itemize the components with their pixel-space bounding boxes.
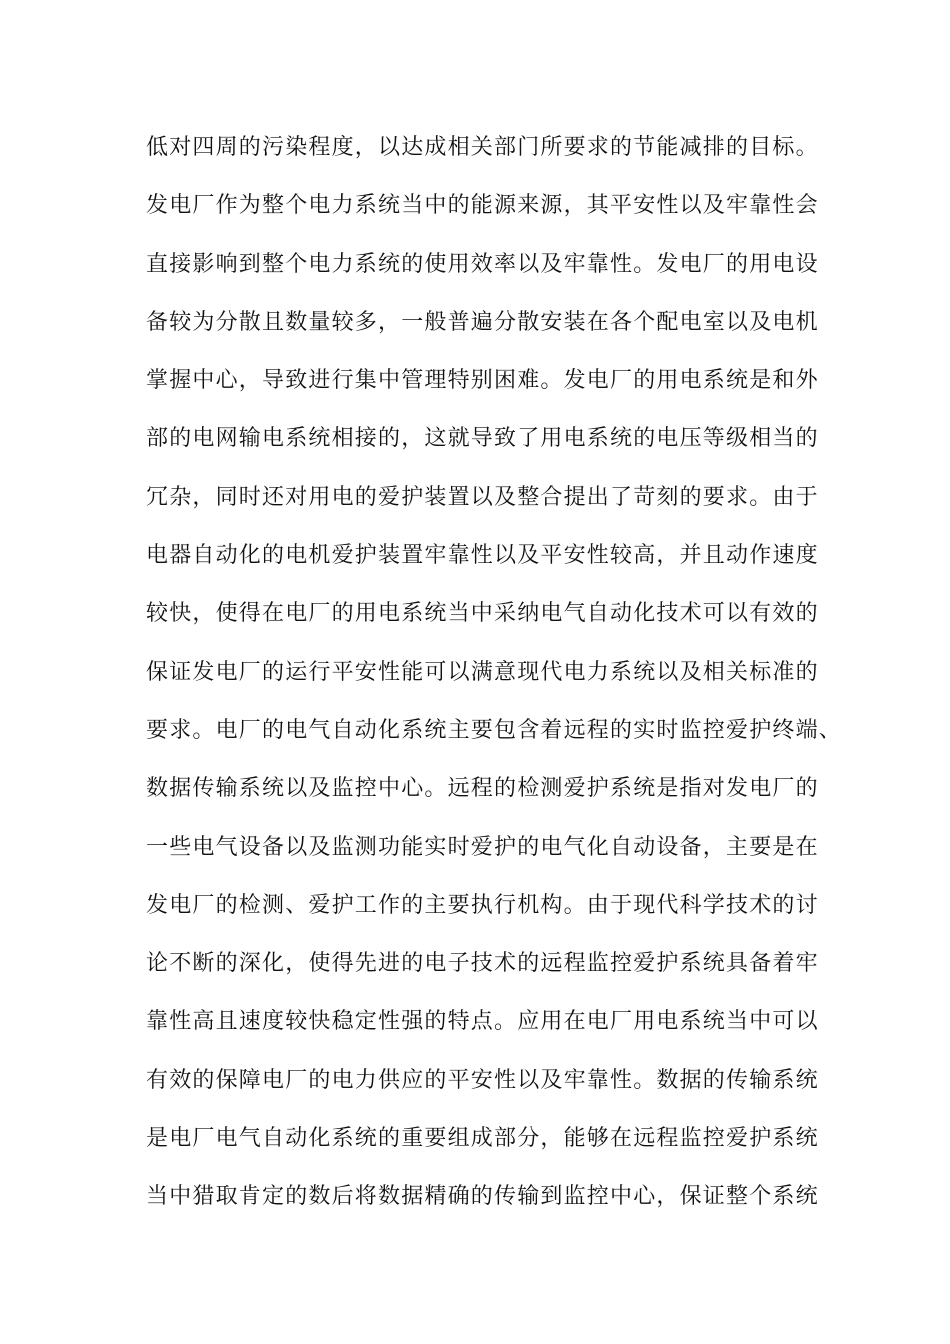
text-line: 冗杂，同时还对用电的爱护装置以及整合提出了苛刻的要求。由于 [146, 484, 819, 510]
text-line: 部的电网输电系统相接的，这就导致了用电系统的电压等级相当的 [146, 426, 819, 452]
text-line: 发电厂的检测、爱护工作的主要执行机构。由于现代科学技术的讨 [146, 892, 819, 918]
text-line: 是电厂电气自动化系统的重要组成部分，能够在远程监控爱护系统 [146, 1126, 819, 1152]
text-line: 保证发电厂的运行平安性能可以满意现代电力系统以及相关标准的 [146, 659, 819, 685]
text-line: 论不断的深化，使得先进的电子技术的远程监控爱护系统具备着牢 [146, 951, 819, 977]
text-line: 备较为分散且数量较多，一般普遍分散安装在各个配电室以及电机 [146, 309, 819, 335]
text-line: 数据传输系统以及监控中心。远程的检测爱护系统是指对发电厂的 [146, 776, 819, 802]
text-line: 电器自动化的电机爱护装置牢靠性以及平安性较高，并且动作速度 [146, 543, 819, 569]
text-line: 掌握中心，导致进行集中管理特别困难。发电厂的用电系统是和外 [146, 368, 819, 394]
text-line: 发电厂作为整个电力系统当中的能源来源，其平安性以及牢靠性会 [146, 193, 819, 219]
text-line: 要求。电厂的电气自动化系统主要包含着远程的实时监控爱护终端、 [146, 717, 843, 743]
text-line: 较快，使得在电厂的用电系统当中采纳电气自动化技术可以有效的 [146, 601, 819, 627]
text-line: 当中猎取肯定的数后将数据精确的传输到监控中心，保证整个系统 [146, 1184, 819, 1210]
text-line: 直接影响到整个电力系统的使用效率以及牢靠性。发电厂的用电设 [146, 251, 819, 277]
text-line: 靠性高且速度较快稳定性强的特点。应用在电厂用电系统当中可以 [146, 1009, 819, 1035]
text-line: 低对四周的污染程度，以达成相关部门所要求的节能减排的目标。 [146, 135, 819, 160]
text-line: 一些电气设备以及监测功能实时爱护的电气化自动设备，主要是在 [146, 834, 819, 860]
text-line: 有效的保障电厂的电力供应的平安性以及牢靠性。数据的传输系统 [146, 1067, 819, 1093]
body-text [146, 133, 843, 1241]
